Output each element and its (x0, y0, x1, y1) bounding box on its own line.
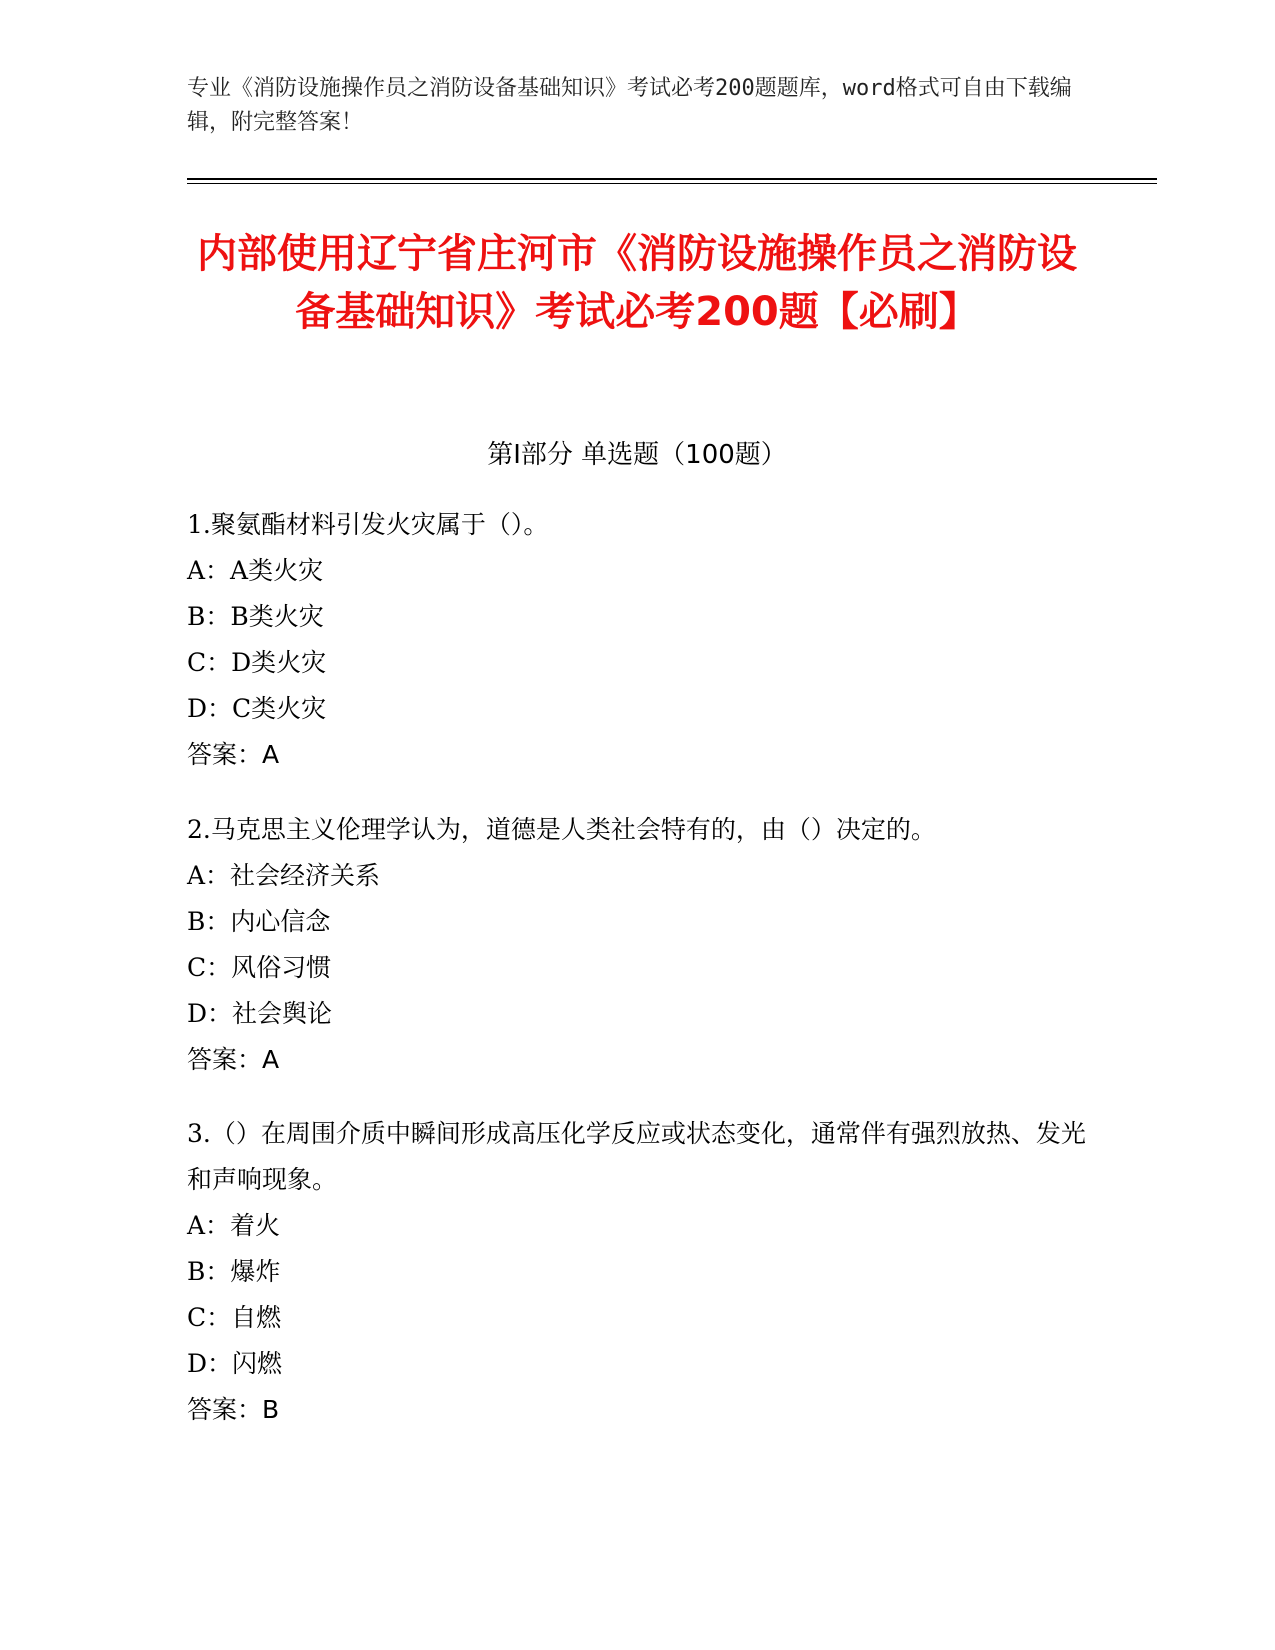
option-b: B：爆炸 (187, 1257, 281, 1286)
option-a: A：A类火灾 (187, 556, 324, 585)
option-d: D：C类火灾 (187, 694, 327, 723)
option-b: B：B类火灾 (187, 602, 324, 631)
question-2 (187, 807, 1087, 1083)
answer: 答案：B (187, 1395, 280, 1424)
section-heading: 第I部分 单选题（100题） (487, 440, 787, 470)
question-3 (187, 1111, 1087, 1433)
option-b: B：内心信念 (187, 907, 331, 936)
answer: 答案：A (187, 740, 280, 769)
header-rule-thin (187, 183, 1157, 184)
option-d: D：闪燃 (187, 1349, 283, 1378)
answer: 答案：A (187, 1045, 280, 1074)
question-text: 1.聚氨酯材料引发火灾属于（）。 (187, 510, 549, 539)
option-a: A：社会经济关系 (187, 861, 381, 890)
question-text: 3.（）在周围介质中瞬间形成高压化学反应或状态变化，通常伴有强烈放热、发光和声响现象。 (187, 1119, 1086, 1194)
question-1 (187, 502, 1087, 778)
document-title: 内部使用辽宁省庄河市《消防设施操作员之消防设备基础知识》考试必考200题【必刷】 (197, 231, 1077, 335)
option-c: C：风俗习惯 (187, 953, 332, 982)
header-rule-thick (187, 178, 1157, 180)
option-d: D：社会舆论 (187, 999, 333, 1028)
question-text: 2.马克思主义伦理学认为，道德是人类社会特有的，由（）决定的。 (187, 815, 936, 844)
option-a: A：着火 (187, 1211, 281, 1240)
header-note: 专业《消防设施操作员之消防设备基础知识》考试必考200题题库，word格式可自由下载编辑，附完整答案！ (187, 76, 1072, 135)
option-c: C：自燃 (187, 1303, 282, 1332)
option-c: C：D类火灾 (187, 648, 327, 677)
